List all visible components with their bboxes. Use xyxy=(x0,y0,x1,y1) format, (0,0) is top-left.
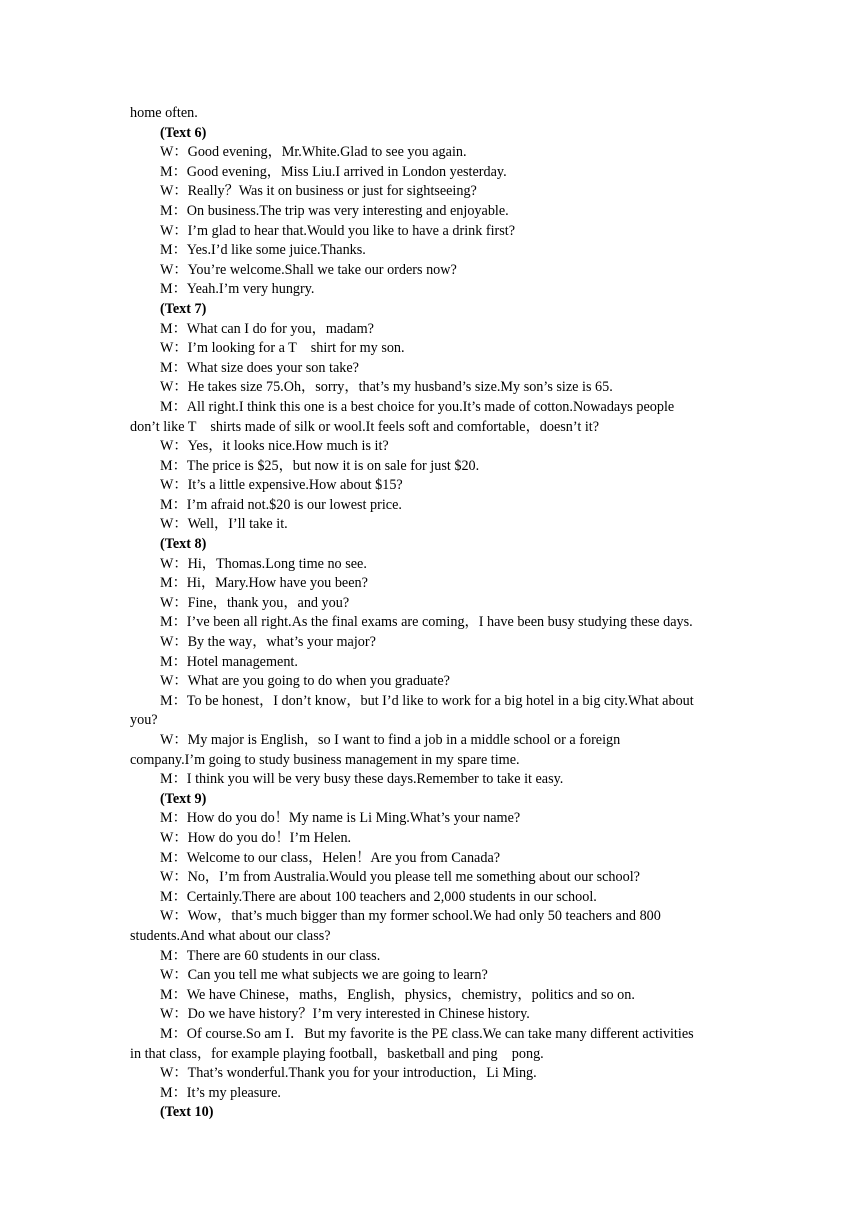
dialogue-line: M：Certainly.There are about 100 teachers and 2,000 students in our school. xyxy=(160,888,597,905)
dialogue-line: W：Wow，that’s much bigger than my former school.We had only 50 teachers and 800 xyxy=(160,908,661,925)
dialogue-line: W：Can you tell me what subjects we are going to learn? xyxy=(160,967,488,984)
dialogue-line: M：Hotel management. xyxy=(160,653,298,670)
dialogue-line: W：By the way，what’s your major? xyxy=(160,634,376,651)
text-line: you? xyxy=(130,712,158,729)
dialogue-line: W：Yes，it looks nice.How much is it? xyxy=(160,438,389,455)
dialogue-line: W：Hi，Thomas.Long time no see. xyxy=(160,555,367,572)
dialogue-line: M：All right.I think this one is a best choice for you.It’s made of cotton.Nowadays people xyxy=(160,398,675,415)
dialogue-line: M：Yeah.I’m very hungry. xyxy=(160,281,315,298)
dialogue-line: W：Well，I’ll take it. xyxy=(160,516,288,533)
dialogue-line: W：How do you do！I’m Helen. xyxy=(160,829,352,846)
dialogue-line: M：It’s my pleasure. xyxy=(160,1084,281,1101)
dialogue-line: M：To be honest，I don’t know，but I’d like to work for a big hotel in a big city.What about xyxy=(160,692,694,709)
transcript-document xyxy=(130,104,732,1123)
dialogue-line: W：You’re welcome.Shall we take our orders now? xyxy=(160,261,457,278)
section-heading: (Text 7) xyxy=(160,300,207,317)
section-heading: (Text 6) xyxy=(160,124,207,141)
dialogue-line: M：Hi，Mary.How have you been? xyxy=(160,575,368,592)
dialogue-line: W：It’s a little expensive.How about $15? xyxy=(160,477,403,494)
text-line: students.And what about our class? xyxy=(130,927,331,944)
dialogue-line: M：There are 60 students in our class. xyxy=(160,947,381,964)
section-heading: (Text 8) xyxy=(160,536,207,553)
dialogue-line: M：We have Chinese，maths，English，physics，chemistry，politics and so on. xyxy=(160,986,635,1003)
dialogue-line: W：Good evening，Mr.White.Glad to see you again. xyxy=(160,144,467,161)
dialogue-line: W：What are you going to do when you graduate? xyxy=(160,673,450,690)
dialogue-line: W：Really？Was it on business or just for sightseeing? xyxy=(160,183,477,200)
dialogue-line: W：No，I’m from Australia.Would you please tell me something about our school? xyxy=(160,869,640,886)
text-line: in that class，for example playing football，basketball and ping pong. xyxy=(130,1045,544,1062)
text-line: don’t like T shirts made of silk or wool.It feels soft and comfortable，doesn’t it? xyxy=(130,418,600,435)
dialogue-line: M：The price is $25，but now it is on sale for just $20. xyxy=(160,457,480,474)
dialogue-line: W：My major is English，so I want to find a job in a middle school or a foreign xyxy=(160,732,621,748)
dialogue-line: M：I’m afraid not.$20 is our lowest price. xyxy=(160,496,402,513)
dialogue-line: W：Fine，thank you，and you? xyxy=(160,594,350,611)
section-heading: (Text 9) xyxy=(160,790,207,807)
dialogue-line: M：How do you do！My name is Li Ming.What’s your name? xyxy=(160,810,521,827)
dialogue-line: M：Of course.So am I．But my favorite is the PE class.We can take many different activities xyxy=(160,1025,694,1042)
dialogue-line: W：He takes size 75.Oh，sorry，that’s my husband’s size.My son’s size is 65. xyxy=(160,379,613,396)
dialogue-line: W：I’m glad to hear that.Would you like to have a drink first? xyxy=(160,222,516,239)
dialogue-line: M：Good evening，Miss Liu.I arrived in London yesterday. xyxy=(160,163,507,180)
dialogue-line: W：Do we have history？I’m very interested in Chinese history. xyxy=(160,1006,530,1023)
dialogue-line: M：What size does your son take? xyxy=(160,359,359,376)
dialogue-line: M：On business.The trip was very interesting and enjoyable. xyxy=(160,202,509,219)
dialogue-line: W：That’s wonderful.Thank you for your introduction，Li Ming. xyxy=(160,1065,537,1082)
dialogue-line: M：What can I do for you，madam? xyxy=(160,320,374,337)
dialogue-line: M：I think you will be very busy these days.Remember to take it easy. xyxy=(160,771,564,788)
dialogue-line: W：I’m looking for a T shirt for my son. xyxy=(160,340,405,357)
dialogue-line: M：I’ve been all right.As the final exams are coming，I have been busy studying these days. xyxy=(160,614,693,631)
dialogue-line: M：Yes.I’d like some juice.Thanks. xyxy=(160,242,366,259)
dialogue-line: M：Welcome to our class，Helen！Are you from Canada? xyxy=(160,849,501,866)
text-line: company.I’m going to study business management in my spare time. xyxy=(130,751,520,768)
text-line: home often. xyxy=(130,105,198,121)
section-heading: (Text 10) xyxy=(160,1104,214,1121)
